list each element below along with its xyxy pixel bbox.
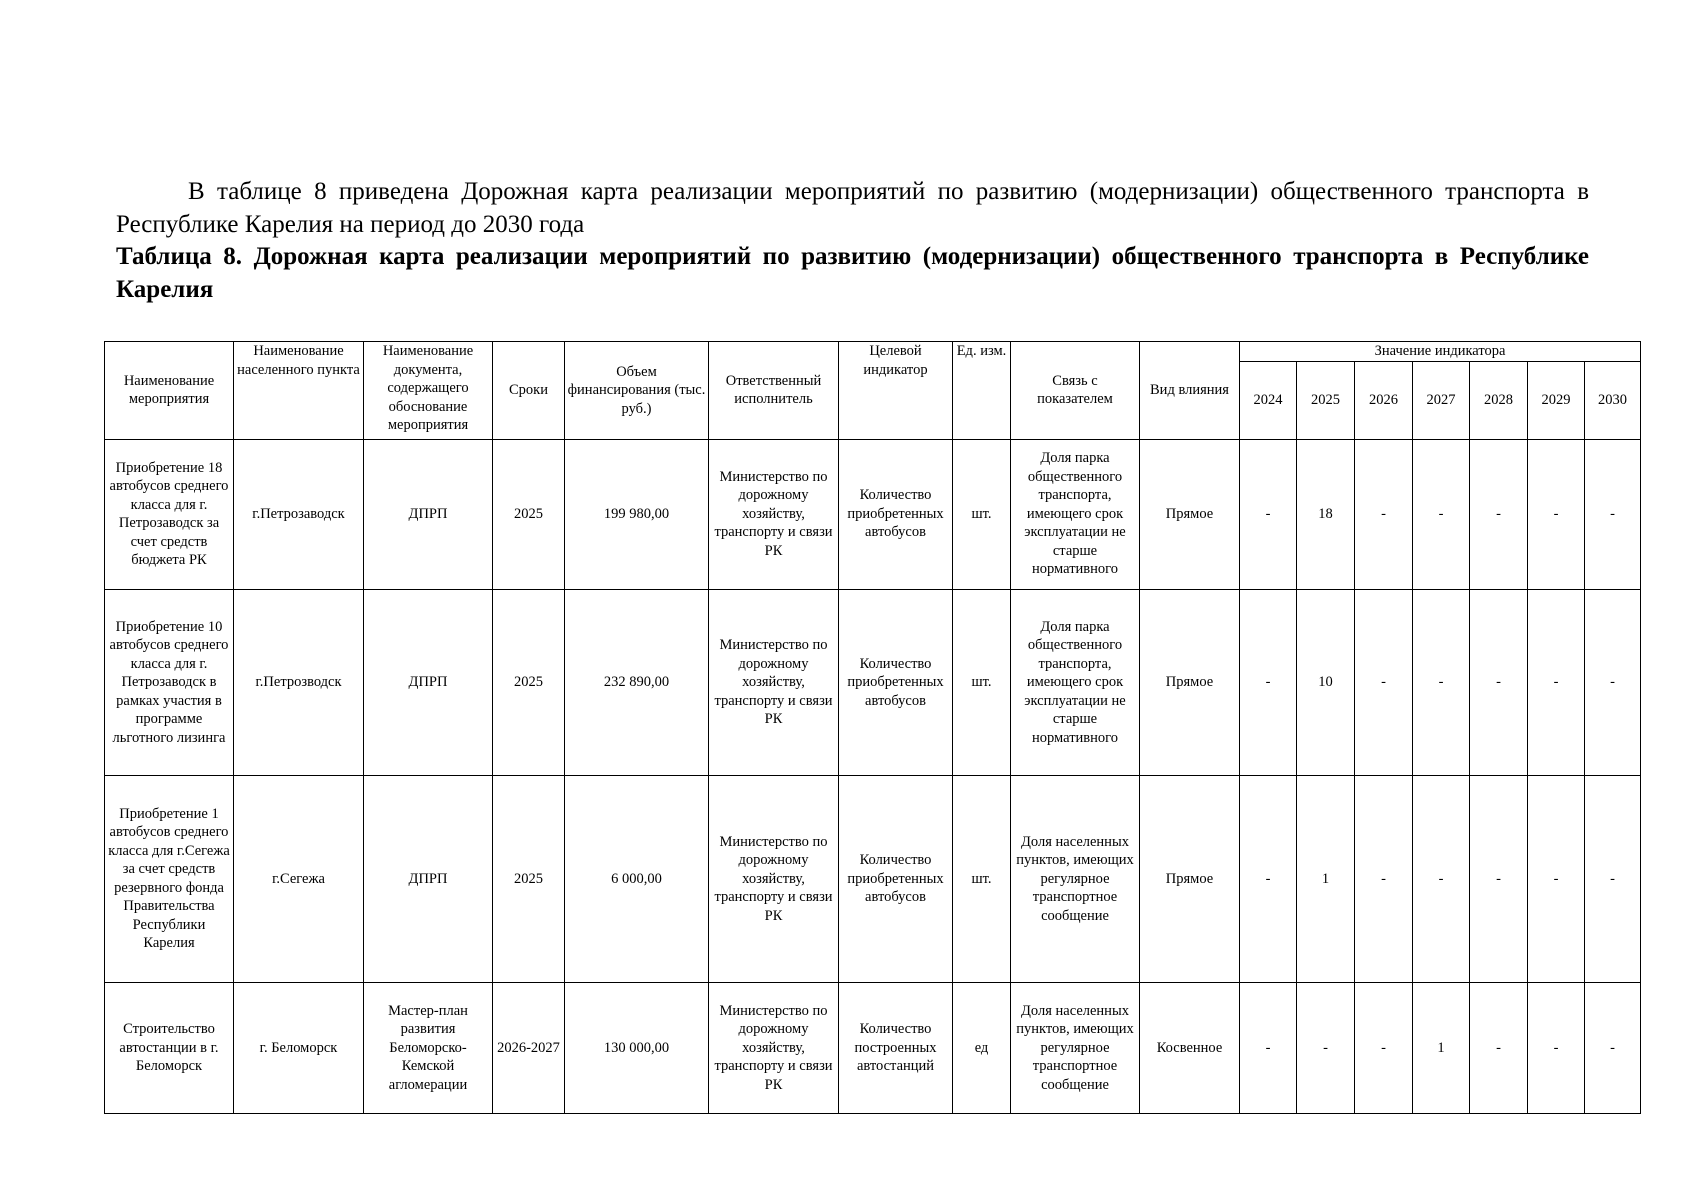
cell-executor: Министерство по дорожному хозяйству, транспорту и связи РК bbox=[709, 776, 839, 982]
cell-value-2030: - bbox=[1585, 982, 1641, 1113]
cell-indicator: Количество приобретенных автобусов bbox=[839, 589, 953, 775]
table-row bbox=[105, 776, 1641, 982]
cell-value-2028: - bbox=[1470, 982, 1528, 1113]
cell-value-2030: - bbox=[1585, 439, 1641, 589]
header-row bbox=[105, 342, 1641, 362]
cell-event-text: Приобретение 1 автобусов среднего класса для г.Сегежа за счет средств резервного фонда Правительства Республики Карелия bbox=[108, 805, 230, 952]
cell-terms: 2025 bbox=[493, 439, 565, 589]
cell-indicator: Количество построенных автостанций bbox=[839, 982, 953, 1113]
cell-link bbox=[1011, 776, 1140, 982]
header-year: 2027 bbox=[1413, 361, 1470, 439]
cell-event-text: Строительство автостанции в г. Беломорск bbox=[119, 1021, 219, 1075]
cell-value-2024: - bbox=[1240, 439, 1297, 589]
cell-value-2027: - bbox=[1413, 776, 1470, 982]
cell-document: Мастер-план развития Беломорско-Кемской агломерации bbox=[364, 982, 493, 1113]
cell-value-2029: - bbox=[1528, 776, 1585, 982]
cell-locality: г.Сегежа bbox=[234, 776, 364, 982]
table-row bbox=[105, 589, 1641, 775]
cell-impact: Косвенное bbox=[1140, 982, 1240, 1113]
cell-event bbox=[105, 589, 234, 775]
cell-value-2025: 18 bbox=[1297, 439, 1355, 589]
cell-funding: 199 980,00 bbox=[565, 439, 709, 589]
cell-link-text: Доля парка общественного транспорта, имеющего срок эксплуатации не старше нормативного bbox=[1024, 450, 1126, 578]
header-event: Наименование мероприятия bbox=[105, 342, 234, 440]
header-year: 2028 bbox=[1470, 361, 1528, 439]
header-year: 2029 bbox=[1528, 361, 1585, 439]
cell-impact: Прямое bbox=[1140, 439, 1240, 589]
cell-value-2030: - bbox=[1585, 589, 1641, 775]
cell-value-2027: - bbox=[1413, 439, 1470, 589]
cell-document: ДПРП bbox=[364, 589, 493, 775]
cell-impact: Прямое bbox=[1140, 776, 1240, 982]
cell-value-2025: 1 bbox=[1297, 776, 1355, 982]
header-funding: Объем финансирования (тыс. руб.) bbox=[565, 342, 709, 440]
header-document: Наименование документа, содержащего обоснование мероприятия bbox=[364, 342, 493, 440]
cell-link bbox=[1011, 982, 1140, 1113]
cell-locality: г.Петрозаводск bbox=[234, 439, 364, 589]
cell-value-2026: - bbox=[1355, 776, 1413, 982]
cell-event bbox=[105, 982, 234, 1113]
table-caption: Таблица 8. Дорожная карта реализации мероприятий по развитию (модернизации) общественного транспорта в Республике Карелия bbox=[116, 243, 1589, 303]
table-row bbox=[105, 439, 1641, 589]
header-locality: Наименование населенного пункта bbox=[234, 342, 364, 440]
cell-value-2026: - bbox=[1355, 982, 1413, 1113]
intro-paragraph: В таблице 8 приведена Дорожная карта реализации мероприятий по развитию (модернизации) общественного транспорта в Республике Карелия на период до 2030 года bbox=[116, 178, 1589, 238]
cell-link-text: Доля парка общественного транспорта, имеющего срок эксплуатации не старше нормативного bbox=[1024, 618, 1126, 746]
cell-unit: ед bbox=[953, 982, 1011, 1113]
cell-link-text: Доля населенных пунктов, имеющих регулярное транспортное сообщение bbox=[1016, 1002, 1134, 1093]
cell-document: ДПРП bbox=[364, 776, 493, 982]
cell-indicator: Количество приобретенных автобусов bbox=[839, 439, 953, 589]
cell-impact: Прямое bbox=[1140, 589, 1240, 775]
cell-value-2026: - bbox=[1355, 589, 1413, 775]
header-impact: Вид влияния bbox=[1140, 342, 1240, 440]
header-unit: Ед. изм. bbox=[953, 342, 1011, 440]
cell-value-2025: - bbox=[1297, 982, 1355, 1113]
cell-funding: 232 890,00 bbox=[565, 589, 709, 775]
cell-value-2028: - bbox=[1470, 439, 1528, 589]
header-link: Связь с показателем bbox=[1011, 342, 1140, 440]
cell-link bbox=[1011, 439, 1140, 589]
cell-value-2029: - bbox=[1528, 439, 1585, 589]
cell-value-2024: - bbox=[1240, 776, 1297, 982]
header-executor: Ответственный исполнитель bbox=[709, 342, 839, 440]
cell-value-2026: - bbox=[1355, 439, 1413, 589]
cell-indicator: Количество приобретенных автобусов bbox=[839, 776, 953, 982]
cell-executor: Министерство по дорожному хозяйству, транспорту и связи РК bbox=[709, 439, 839, 589]
cell-value-2024: - bbox=[1240, 589, 1297, 775]
cell-event-text: Приобретение 10 автобусов среднего класса для г. Петрозаводск в рамках участия в программе льготного лизинга bbox=[109, 618, 229, 746]
cell-value-2029: - bbox=[1528, 982, 1585, 1113]
cell-event bbox=[105, 776, 234, 982]
table-row bbox=[105, 982, 1641, 1113]
cell-unit: шт. bbox=[953, 589, 1011, 775]
cell-terms: 2026-2027 bbox=[493, 982, 565, 1113]
cell-funding: 6 000,00 bbox=[565, 776, 709, 982]
cell-value-2025: 10 bbox=[1297, 589, 1355, 775]
header-year: 2025 bbox=[1297, 361, 1355, 439]
header-terms: Сроки bbox=[493, 342, 565, 440]
cell-terms: 2025 bbox=[493, 776, 565, 982]
roadmap-table bbox=[104, 341, 1641, 1114]
header-indicator: Целевой индикатор bbox=[839, 342, 953, 440]
cell-terms: 2025 bbox=[493, 589, 565, 775]
cell-link bbox=[1011, 589, 1140, 775]
cell-unit: шт. bbox=[953, 439, 1011, 589]
cell-value-2027: - bbox=[1413, 589, 1470, 775]
header-values-group: Значение индикатора bbox=[1240, 342, 1641, 362]
cell-value-2024: - bbox=[1240, 982, 1297, 1113]
cell-executor: Министерство по дорожному хозяйству, транспорту и связи РК bbox=[709, 982, 839, 1113]
cell-value-2027: 1 bbox=[1413, 982, 1470, 1113]
cell-locality: г.Петрозводск bbox=[234, 589, 364, 775]
cell-locality: г. Беломорск bbox=[234, 982, 364, 1113]
cell-document: ДПРП bbox=[364, 439, 493, 589]
cell-value-2028: - bbox=[1470, 776, 1528, 982]
cell-funding: 130 000,00 bbox=[565, 982, 709, 1113]
cell-value-2028: - bbox=[1470, 589, 1528, 775]
header-year: 2024 bbox=[1240, 361, 1297, 439]
cell-value-2029: - bbox=[1528, 589, 1585, 775]
cell-event bbox=[105, 439, 234, 589]
cell-value-2030: - bbox=[1585, 776, 1641, 982]
cell-event-text: Приобретение 18 автобусов среднего класса для г. Петрозаводск за счет средств бюджета РК bbox=[109, 459, 229, 569]
header-year: 2030 bbox=[1585, 361, 1641, 439]
header-year: 2026 bbox=[1355, 361, 1413, 439]
cell-executor: Министерство по дорожному хозяйству, транспорту и связи РК bbox=[709, 589, 839, 775]
cell-unit: шт. bbox=[953, 776, 1011, 982]
cell-link-text: Доля населенных пунктов, имеющих регулярное транспортное сообщение bbox=[1016, 833, 1134, 924]
